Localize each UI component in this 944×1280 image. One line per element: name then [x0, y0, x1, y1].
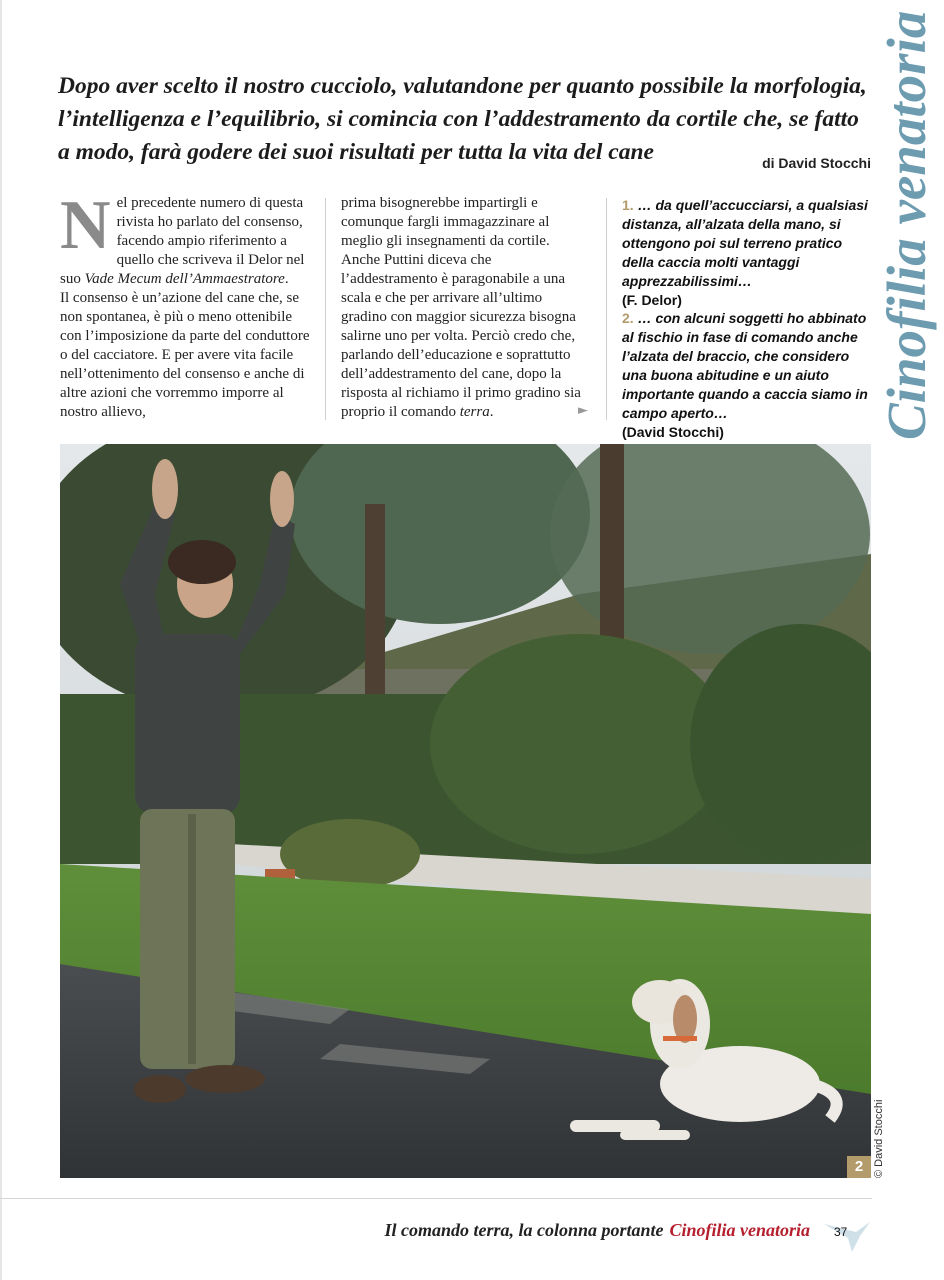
body-text: . — [284, 271, 289, 287]
photo-credit: © David Stocchi — [873, 1099, 885, 1178]
article-intro: Dopo aver scelto il nostro cucciolo, valutandone per quanto possibile la morfologia, l’intelligenza e l’equilibrio, si comincia con l’addestramento da cortile che, se fatto a modo, farà godere dei suoi risultati per tutta la vita del cane — [58, 73, 867, 165]
body-paragraph: Il consenso è un’azione del cane che, se non spontanea, è più o meno ottenibile con l’imposizione da parte del conduttore o del cacciatore. E per avere vita facile nell’ottenimento del consenso e anche di altre azioni che vorremmo imporre al nostro allievo, — [60, 290, 310, 420]
page-edge-rule — [0, 0, 2, 1280]
note-author: (David Stocchi) — [622, 424, 724, 440]
body-paragraph — [341, 194, 591, 422]
photo-number-badge: 2 — [847, 1156, 871, 1178]
note-number: 1. — [622, 197, 634, 213]
drop-cap: N — [60, 187, 111, 264]
body-text: prima bisognerebbe impartirgli e comunque fargli immagazzinare al meglio gli insegnamenti da cortile. Anche Puttini diceva che l’addestramento è paragonabile a una scala e che per arrivare all’ultimo gradino con maggior sicurezza bisogna salirne uno per volta. Perciò credo che, parlando dell’educazione e soprattutto dell’addestramento del cane, dopo la risposta al richiamo il primo gradino sia proprio il comando — [341, 195, 581, 420]
article-photo — [60, 444, 871, 1178]
section-title-vertical: Cinofilia venatoria — [876, 10, 937, 440]
body-text: el precedente numero di questa rivista ho parlato del consenso, facendo ampio riferimento a quello che scriveva il Delor nel suo — [60, 195, 305, 287]
note-quote: … da quell’accucciarsi, a qualsiasi distanza, all’alzata della mano, si ottengono poi sul terreno pratico della caccia molti vantaggi apprezzabilissimi… — [622, 197, 868, 289]
note-number: 2. — [622, 310, 634, 326]
column-divider — [606, 198, 607, 420]
photo-illustration — [60, 444, 871, 1178]
sidebar-note-2 — [622, 309, 876, 442]
note-author: (F. Delor) — [622, 292, 682, 308]
body-text: . — [489, 404, 494, 420]
page-number: 37 — [834, 1225, 848, 1239]
potted-plant — [280, 819, 420, 889]
continue-arrow-icon: ► — [578, 403, 588, 418]
body-column-1 — [60, 187, 310, 422]
footer-article-title: Il comando terra, la colonna portante — [384, 1220, 664, 1240]
footer-running-title — [384, 1220, 810, 1241]
body-column-2 — [341, 194, 591, 422]
footer-rule — [0, 1198, 872, 1199]
byline: di David Stocchi — [762, 155, 871, 171]
command-term: terra — [459, 404, 490, 420]
column-divider — [325, 198, 326, 420]
sidebar-note-1 — [622, 196, 876, 310]
note-quote: … con alcuni soggetti ho abbinato al fischio in fase di comando anche l’alzata del braccio, che considero una buona abitudine e un aiuto importante quando a caccia siamo in campo aperto… — [622, 310, 868, 421]
book-title: Vade Mecum dell’Ammaestratore — [84, 271, 285, 287]
footer-section: Cinofilia venatoria — [669, 1220, 810, 1240]
hedge — [430, 634, 730, 854]
